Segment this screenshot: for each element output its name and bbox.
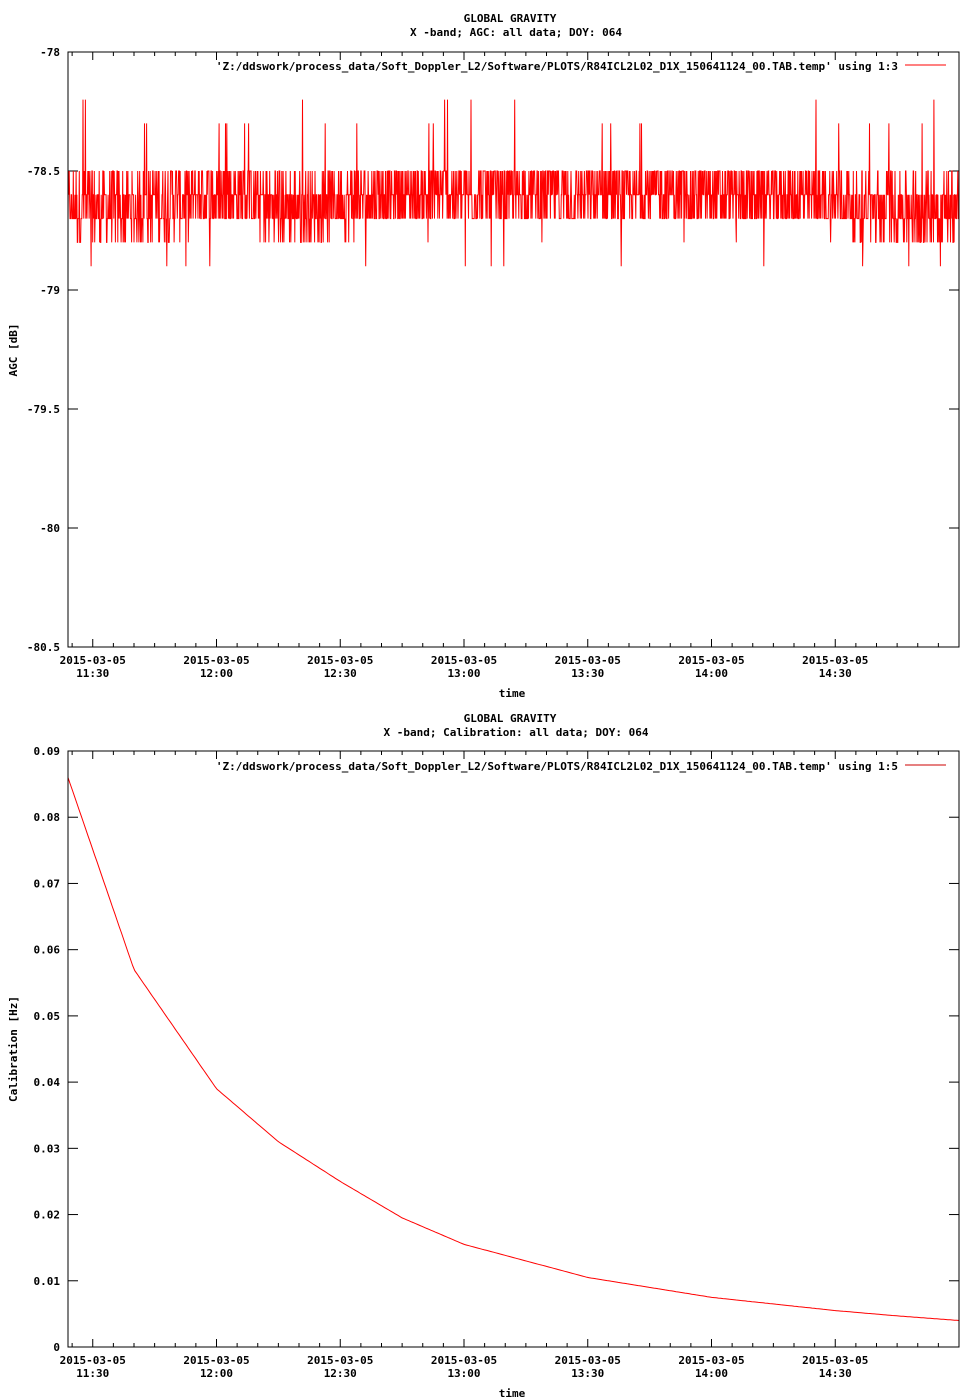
calibration-x-tick-date: 2015-03-05 [59, 1354, 126, 1367]
calibration-y-tick-label: 0.08 [33, 811, 60, 825]
agc-x-tick-time: 12:00 [199, 667, 234, 680]
agc-legend-label: 'Z:/ddswork/process_data/Soft_Doppler_L2/Software/PLOTS/R84ICL2L02_D1X_150641124_00.TAB.temp' using 1:3 [215, 60, 898, 73]
agc-x-tick-time: 14:30 [818, 667, 852, 680]
agc-y-tick-label: -79 [40, 284, 60, 297]
agc-y-tick-label: -79.5 [26, 403, 60, 416]
calibration-x-tick-time: 14:00 [694, 1367, 729, 1380]
agc-x-tick-date: 2015-03-05 [430, 654, 498, 667]
calibration-x-tick-date: 2015-03-05 [678, 1354, 745, 1367]
calibration-x-tick-time: 13:30 [571, 1367, 605, 1380]
calibration-legend-label: 'Z:/ddswork/process_data/Soft_Doppler_L2/Software/PLOTS/R84ICL2L02_D1X_150641124_00.TAB.temp' using 1:5 [215, 760, 898, 773]
calibration-y-tick-label: 0.07 [33, 877, 60, 891]
agc-chart-title: GLOBAL GRAVITY [463, 12, 557, 25]
agc-x-tick-date: 2015-03-05 [678, 654, 745, 667]
calibration-x-tick-date: 2015-03-05 [183, 1354, 250, 1367]
agc-x-tick-date: 2015-03-05 [554, 654, 621, 667]
agc-y-tick-label: -80.5 [26, 641, 60, 654]
calibration-y-axis-label: Calibration [Hz] [7, 996, 20, 1102]
calibration-x-axis-label: time [498, 1387, 526, 1400]
agc-y-axis-label: AGC [dB] [7, 323, 20, 377]
calibration-y-tick-label: 0.01 [33, 1274, 60, 1288]
calibration-x-tick-date: 2015-03-05 [554, 1354, 621, 1367]
calibration-legend [216, 760, 946, 773]
agc-x-tick-time: 13:00 [447, 667, 481, 680]
agc-legend [216, 60, 946, 73]
agc-x-axis-label: time [498, 687, 526, 700]
calibration-y-tick-label: 0.09 [33, 745, 60, 758]
calibration-y-tick-label: 0.04 [33, 1076, 60, 1090]
agc-y-tick-label: -78.5 [26, 165, 60, 178]
calibration-x-tick-time: 12:30 [323, 1367, 357, 1380]
calibration-x-tick-date: 2015-03-05 [430, 1354, 498, 1367]
agc-x-tick-time: 14:00 [694, 667, 729, 680]
calibration-x-tick-time: 14:30 [818, 1367, 852, 1380]
agc-x-tick-time: 13:30 [571, 667, 605, 680]
calibration-y-tick-label: 0.02 [33, 1208, 60, 1222]
agc-x-tick-date: 2015-03-05 [307, 654, 374, 667]
calibration-chart-title: GLOBAL GRAVITY [463, 712, 557, 725]
agc-x-tick-time: 11:30 [76, 667, 110, 680]
agc-x-tick-date: 2015-03-05 [59, 654, 126, 667]
calibration-x-tick-date: 2015-03-05 [307, 1354, 374, 1367]
calibration-x-tick-time: 12:00 [199, 1367, 234, 1380]
calibration-y-tick-label: 0.05 [33, 1009, 60, 1023]
agc-x-tick-date: 2015-03-05 [802, 654, 869, 667]
calibration-y-tick-label: 0 [53, 1341, 60, 1354]
calibration-y-tick-label: 0.06 [33, 943, 60, 957]
agc-chart-subtitle: X -band; AGC: all data; DOY: 064 [410, 26, 622, 39]
calibration-x-tick-time: 11:30 [76, 1367, 110, 1380]
agc-y-tick-label: -78 [40, 46, 60, 59]
agc-y-tick-label: -80 [40, 522, 60, 535]
calibration-y-tick-label: 0.03 [33, 1142, 60, 1156]
calibration-chart-subtitle: X -band; Calibration: all data; DOY: 064 [383, 726, 649, 739]
calibration-x-tick-time: 13:00 [447, 1367, 481, 1380]
calibration-x-tick-date: 2015-03-05 [802, 1354, 869, 1367]
agc-x-tick-date: 2015-03-05 [183, 654, 250, 667]
agc-x-tick-time: 12:30 [323, 667, 357, 680]
